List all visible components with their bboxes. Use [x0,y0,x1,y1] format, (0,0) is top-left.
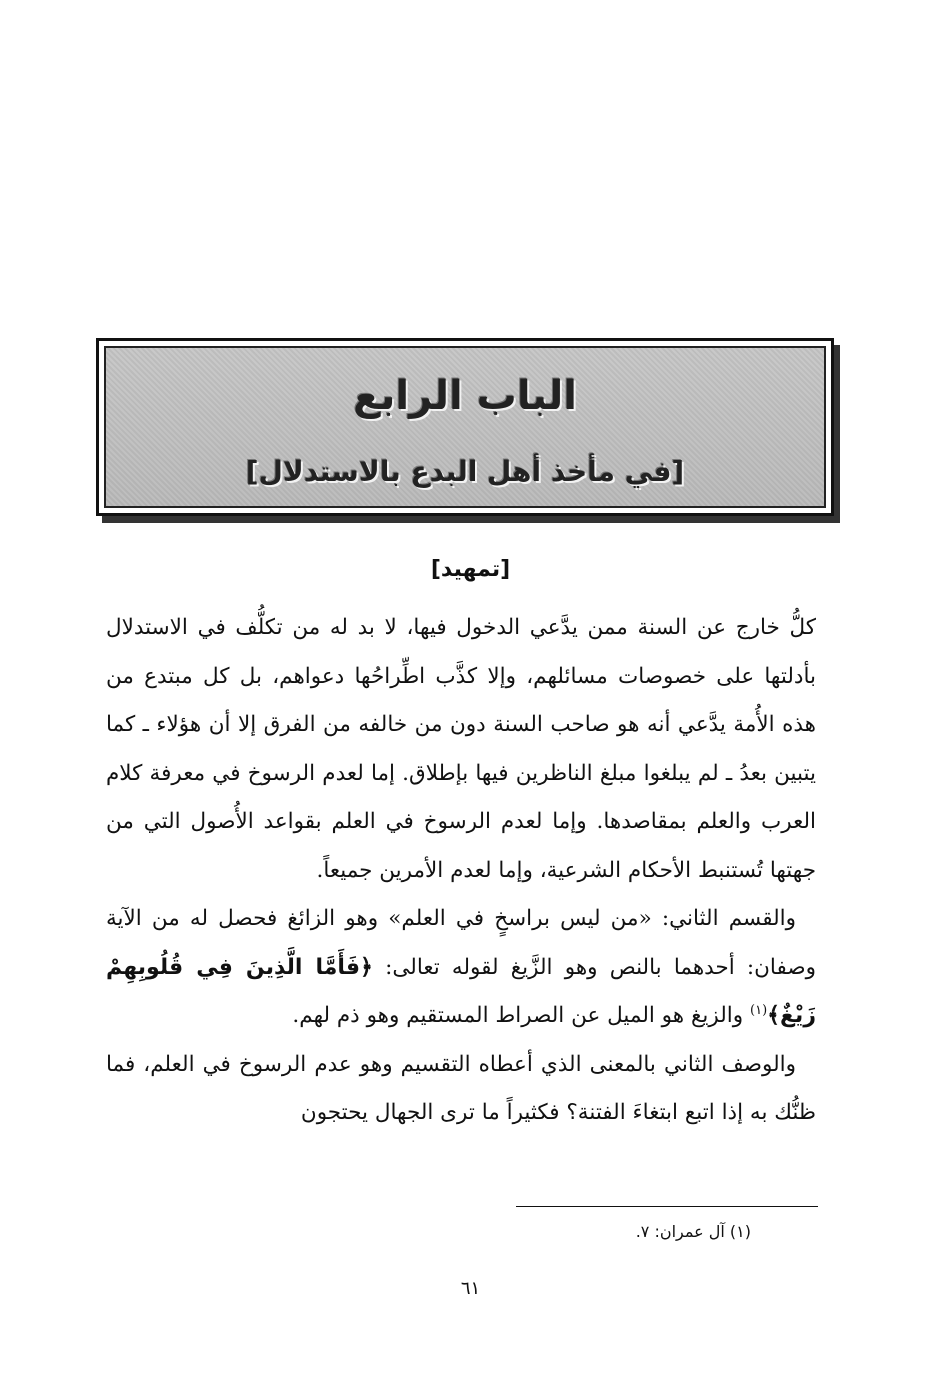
section-heading: [تمهيد] [430,557,511,582]
paragraph-2 [106,895,816,1041]
paragraph-2-text-after: والزيغ هو الميل عن الصراط المستقيم وهو ذم لهم. [292,1003,750,1028]
quran-verse: ﴿فَأَمَّا الَّذِينَ فِي قُلُوبِهِمْ زَيْغٌ﴾ [106,954,816,1028]
chapter-header-inner [104,346,826,508]
footnote-marker: (١) [750,1002,768,1018]
chapter-title: الباب الرابع [353,372,577,419]
page-number: ٦١ [460,1278,481,1299]
chapter-subtitle: [في مأخذ أهل البدع بالاستدلال] [245,454,685,488]
footnote-separator [516,1206,818,1207]
paragraph-1: كلُّ خارج عن السنة ممن يدَّعي الدخول فيها، لا بد له من تكلُّف في الاستدلال بأدلتها على خصوصات مسائلهم، وإلا كذَّب اطِّراحُها دعواهم، بل كل مبتدع من هذه الأُمة يدَّعي أنه هو صاحب السنة دون من خالفه من الفرق إلا أن هؤلاء ـ كما يتبين بعدُ ـ لم يبلغوا مبلغ الناظرين فيها بإطلاق. إما لعدم الرسوخ في معرفة كلام العرب والعلم بمقاصدها. وإما لعدم الرسوخ في العلم بقواعد الأُصول التي من جهتها تُستنبط الأحكام الشرعية، وإما لعدم الأمرين جميعاً. [106,615,816,883]
paragraph-3: والوصف الثاني بالمعنى الذي أعطاه التقسيم وهو عدم الرسوخ في العلم، فما ظنُّك به إذا اتبع ابتغاءَ الفتنة؟ فكثيراً ما ترى الجهال يحتجون [106,1051,816,1125]
chapter-header-box [96,338,834,516]
paragraph-2-text-before: والقسم الثاني: «من ليس براسخٍ في العلم» وهو الزائغ فحصل له من الآية وصفان: أحدهما بالنص وهو الزَّيغ لقوله تعالى: [106,906,816,980]
body-text [106,604,816,1138]
footnote: (١) آل عمران: ٧. [635,1222,751,1241]
